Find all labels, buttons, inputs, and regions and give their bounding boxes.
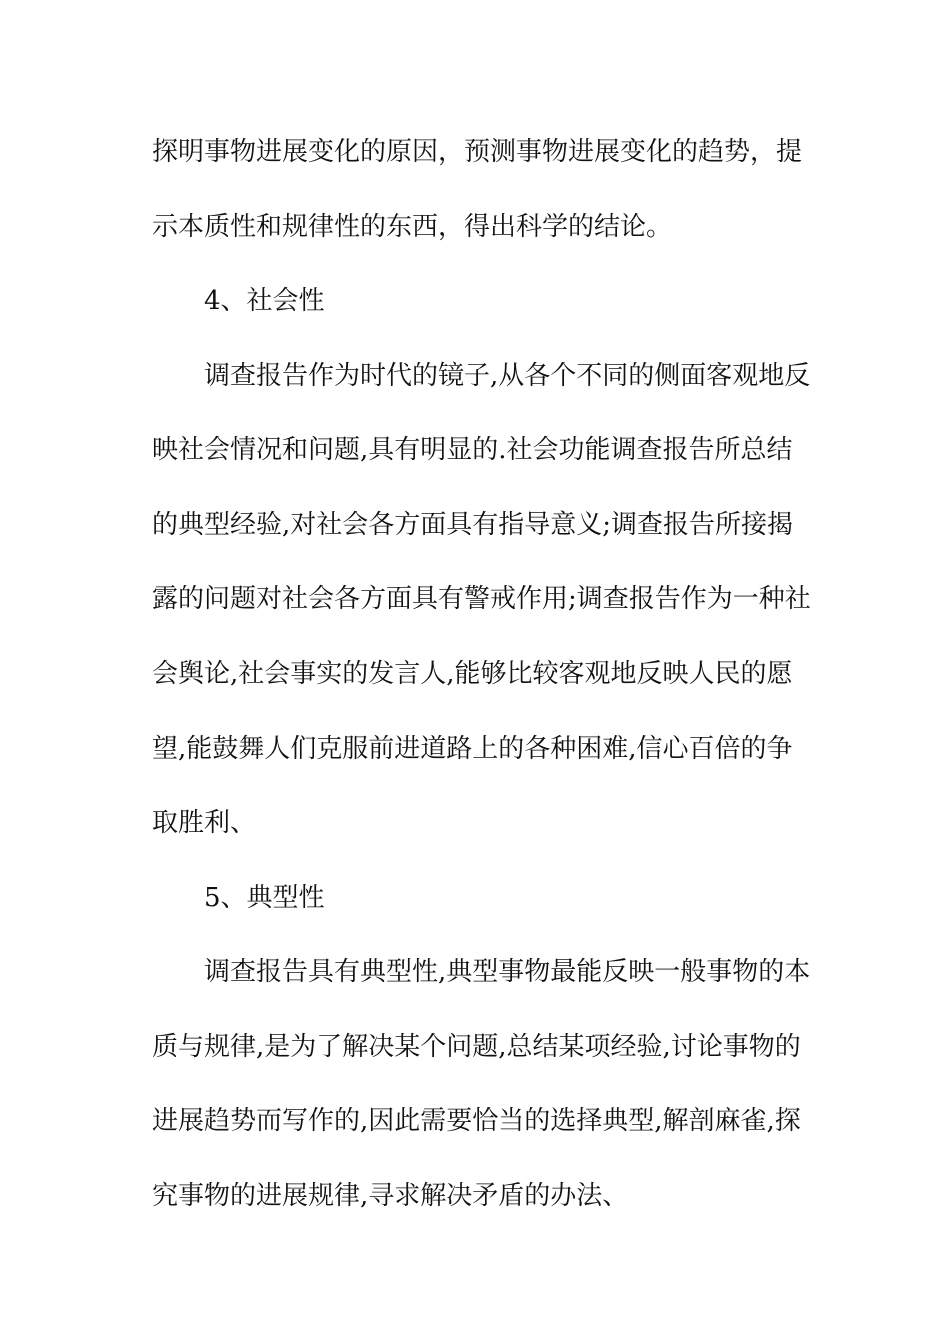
paragraph-line: 调查报告作为时代的镜子,从各个不同的侧面客观地反	[204, 361, 811, 391]
paragraph-line: 取胜利、	[152, 808, 257, 838]
paragraph-line: 究事物的进展规律,寻求解决矛盾的办法、	[152, 1181, 629, 1211]
paragraph-line: 的典型经验,对社会各方面具有指导意义;调查报告所接揭	[152, 510, 794, 540]
paragraph-line: 映社会情况和问题,具有明显的.社会功能调查报告所总结	[152, 435, 793, 465]
paragraph-line: 调查报告具有典型性,典型事物最能反映一般事物的本	[204, 957, 811, 987]
paragraph-line: 示本质性和规律性的东西，得出科学的结论。	[152, 212, 673, 242]
paragraph-line: 探明事物进展变化的原因，预测事物进展变化的趋势，提	[152, 137, 803, 167]
section-heading-social: 4、社会性	[204, 286, 325, 316]
paragraph-line: 进展趋势而写作的,因此需要恰当的选择典型,解剖麻雀,探	[152, 1106, 801, 1136]
paragraph-line: 露的问题对社会各方面具有警戒作用;调查报告作为一种社	[152, 584, 811, 614]
section-heading-typical: 5、典型性	[204, 883, 325, 913]
paragraph-line: 望,能鼓舞人们克服前进道路上的各种困难,信心百倍的争	[152, 734, 793, 764]
paragraph-line: 质与规律,是为了解决某个问题,总结某项经验,讨论事物的	[152, 1032, 801, 1062]
paragraph-line: 会舆论,社会事实的发言人,能够比较客观地反映人民的愿	[152, 659, 793, 689]
